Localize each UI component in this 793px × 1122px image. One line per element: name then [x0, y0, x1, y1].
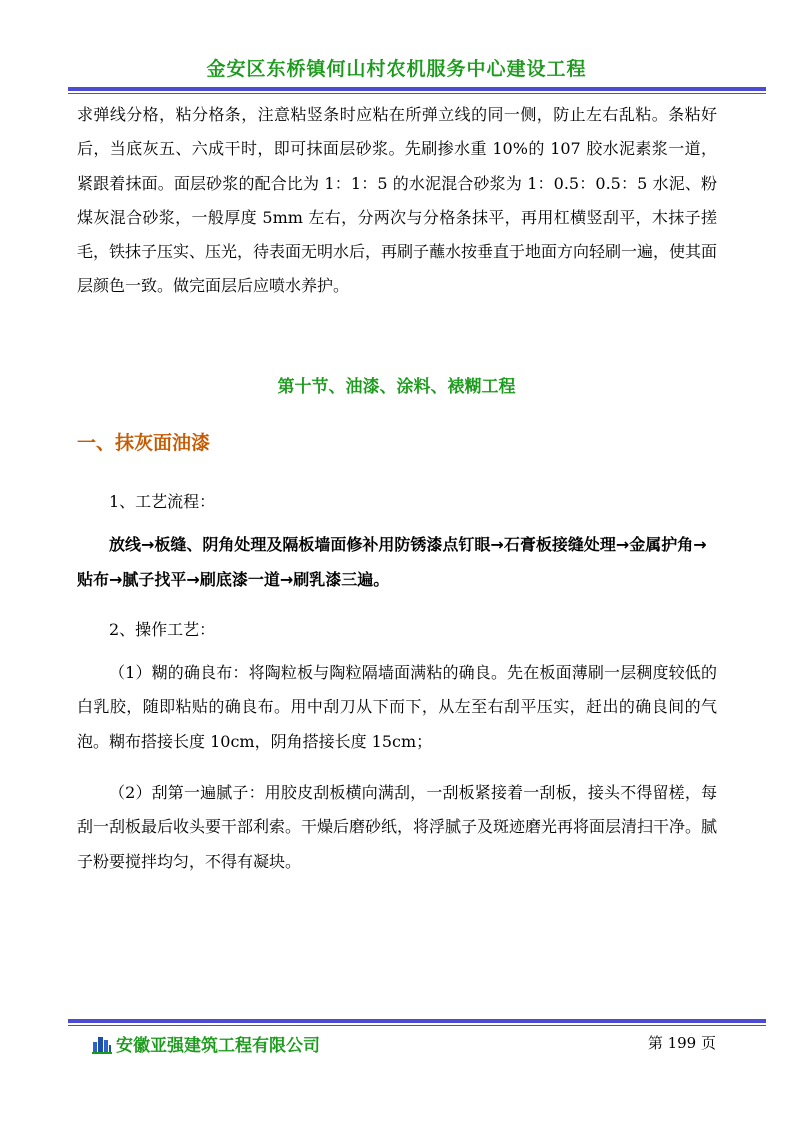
paragraph-1: 求弹线分格，粘分格条，注意粘竖条时应粘在所弹立线的同一侧，防止左右乱粘。条粘好后，当底灰五、六成干时，即可抹面层砂浆。先刷掺水重 10%的 107 胶水泥素浆一道，紧跟着抹面。面层砂浆的配合比为 1：1：5 的水泥混合砂浆为 1：0.5：0.5：5 水泥、粉煤灰混合砂浆，一般厚度 5mm 左右，分两次与分格条抹平，再用杠横竖刮平，木抹子搓毛，铁抹子压实、压光，待表面无明水后，再刷子蘸水按垂直于地面方向轻刷一遍，使其面层颜色一致。做完面层后应喷水养护。 — [77, 105, 718, 296]
item-2-block — [77, 776, 717, 879]
item-1-block — [77, 656, 717, 759]
step-2-label: 2、操作工艺： — [109, 620, 216, 639]
building-logo-icon — [92, 1034, 112, 1054]
footer-rule-thick — [68, 1019, 766, 1023]
footer-rule-thin — [68, 1025, 766, 1026]
company-name: 安徽亚强建筑工程有限公司 — [116, 1036, 320, 1056]
footer-company — [92, 1031, 320, 1056]
sub-heading: 一、抹灰面油漆 — [77, 432, 211, 454]
section-title: 第十节、油漆、涂料、裱糊工程 — [277, 377, 516, 397]
page-header-title: 金安区东桥镇何山村农机服务中心建设工程 — [206, 58, 587, 80]
step-1-label: 1、工艺流程： — [109, 492, 216, 511]
item-2: （2）刮第一遍腻子：用胶皮刮板横向满刮，一刮板紧接着一刮板，接头不得留槎，每刮一刮板最后收头要干部利索。干燥后磨砂纸，将浮腻子及斑迹磨光再将面层清扫干净。腻子粉要搅拌均匀，不得有凝块。 — [77, 783, 718, 871]
process-flow-block — [77, 528, 717, 597]
body-content — [77, 98, 717, 304]
page-number: 第 199 页 — [647, 1034, 716, 1052]
process-flow: 放线→板缝、阴角处理及隔板墙面修补用防锈漆点钉眼→石膏板接缝处理→金属护角→贴布→腻子找平→刷底漆一道→刷乳漆三遍。 — [77, 535, 707, 589]
item-1: （1）糊的确良布：将陶粒板与陶粒隔墙面满粘的确良。先在板面薄刷一层稠度较低的白乳胶，随即粘贴的确良布。用中刮刀从下而下，从左至右刮平压实，赶出的确良间的气泡。糊布搭接长度 10cm，阴角搭接长度 15cm； — [77, 663, 717, 751]
header-rule-thin — [68, 93, 766, 94]
header-rule-thick — [68, 87, 766, 91]
